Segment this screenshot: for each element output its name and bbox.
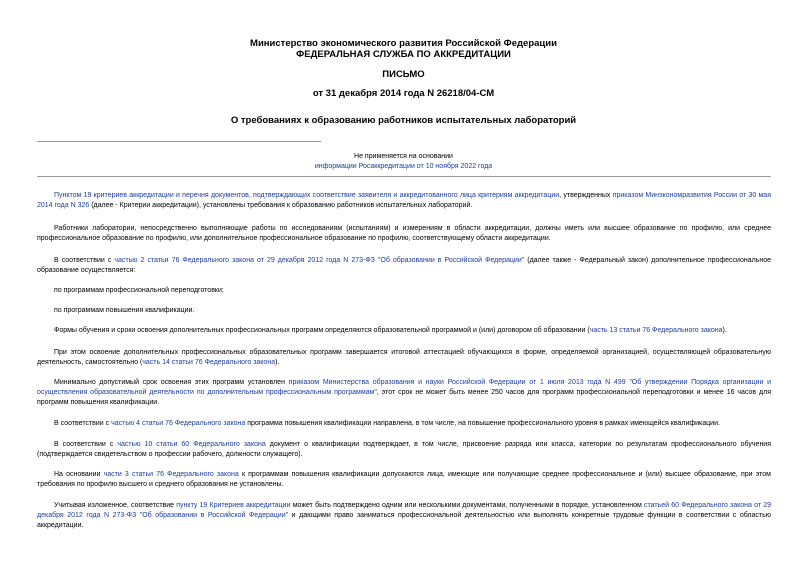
article-76-part-14-link[interactable]: часть 14 статьи 76 Федерального закона	[142, 359, 276, 367]
article-76-part-3-link[interactable]: части 3 статьи 76 Федерального закона	[103, 471, 239, 478]
paragraph-9	[37, 419, 771, 429]
divider-long	[37, 176, 771, 177]
paragraph-3-text-b: (далее также - Федеральный закон) дополнительное профессиональное образование осуществляется:	[37, 257, 771, 275]
paragraph-10-text-a: В соответствии с	[54, 441, 118, 448]
criteria-link[interactable]: Пунктом 19 критериев аккредитации и перечня документов, подтверждающих соответствие заявителя и аккредитованного лица критериям аккредитации	[54, 192, 560, 199]
document-type: ПИСЬМО	[382, 69, 425, 80]
paragraph-11-text-a: На основании	[54, 471, 104, 478]
paragraph-8-text-a: Минимально допустимый срок освоения этих программ установлен	[54, 379, 289, 386]
document-subject: О требованиях к образованию работников испытательных лабораторий	[230, 115, 577, 126]
article-76-part-4-link[interactable]: частью 4 статьи 76 Федерального закона	[111, 420, 246, 427]
paragraph-3	[37, 256, 771, 276]
paragraph-11-text-b: к программам повышения квалификации допускаются лица, имеющие или получающие среднее профессиональное и (или) высшее образование, при этом требования по профилю высшего и среднего образования не установлены.	[37, 471, 771, 489]
paragraph-8	[37, 378, 771, 409]
paragraph-7-text-a: При этом освоение дополнительных профессиональных образовательных программ завершается итоговой аттестацией обучающихся в форме, определяемой организацией, осуществляющей образовательную деятельность, самостоятельно (	[37, 349, 771, 367]
status-note-line	[0, 162, 807, 172]
paragraph-12-text-b: может быть подтверждено одним или несколькими документами, полученными в порядке, установленном	[290, 502, 645, 509]
paragraph-7	[37, 348, 771, 368]
list-item-retraining: по программам профессиональной переподготовки;	[54, 287, 224, 294]
paragraph-1-text-b: (далее - Критерии аккредитации), установлены требования к образованию работников испытательных лабораторий.	[89, 202, 473, 210]
document-date-number: от 31 декабря 2014 года N 26218/04-СМ	[312, 88, 495, 99]
paragraph-6-text-a: Формы обучения и сроки освоения дополнительных профессиональных программ определяются образовательной программой и (или) договором об образовании (	[54, 327, 590, 334]
paragraph-7-text-b: ).	[275, 359, 280, 367]
paragraph-2: Работники лаборатории, непосредственно выполняющие работы по исследованиям (испытаниям) и измерениям в области аккредитации, должны иметь или высшее образование по профилю, или среднее профессиональное образование по профилю, или дополнительное профессиональное образование по профилю, соответствующему области аккредитации.	[37, 225, 771, 243]
article-60-law-273-link[interactable]: статьей 60 Федерального закона от 29 декабря 2012 года N 273-ФЗ "Об образовании в Российской Федерации"	[37, 502, 772, 520]
paragraph-1-text-a: , утвержденных	[559, 192, 613, 199]
paragraph-9-text-b: программа повышения квалификации направлена, в том числе, на повышение профессионального уровня в рамках имеющейся квалификации.	[245, 420, 720, 427]
article-76-part-13-link[interactable]: часть 13 статьи 76 Федерального закона	[589, 327, 723, 334]
status-note-text: Не применяется на основании	[354, 153, 453, 160]
paragraph-12-text-a: Учитывая изложенное, соответствие	[54, 502, 177, 509]
criteria-item-19-link[interactable]: пункту 19 Критериев аккредитации	[176, 502, 291, 509]
paragraph-10	[37, 440, 771, 460]
paragraph-10-text-b: документ о квалификации подтверждает, в том числе, присвоение разряда или класса, категории по результатам профессионального обучения (подтверждается свидетельством о профессии рабочего, должности служащего).	[37, 441, 772, 459]
paragraph-12-text-c: и дающими право заниматься профессиональной деятельностью или выполнять конкретные трудовые функции в соответствии с областью аккредитации.	[37, 512, 771, 530]
paragraph-9-text-a: В соответствии с	[54, 420, 112, 427]
list-item-qualification: по программам повышения квалификации.	[54, 307, 195, 314]
paragraph-11	[37, 470, 771, 490]
paragraph-1	[37, 191, 771, 211]
status-note-link[interactable]: информации Росаккредитации от 10 ноября 2022 года	[314, 163, 493, 170]
order-499-link[interactable]: приказом Министерства образования и науки Российской Федерации от 1 июля 2013 года N 499 "Об утверждении Порядка организации и осуществления образовательной деятельности по дополнительным профессиональным программам"	[37, 379, 771, 397]
paragraph-3-text-a: В соответствии с	[54, 257, 115, 264]
paragraph-6-text-b: ).	[722, 327, 727, 334]
paragraph-8-text-b: , этот срок не может быть менее 250 часов для программ профессиональной переподготовки и менее 16 часов для программ повышения квалификации.	[37, 389, 771, 407]
law-273-article-76-part-2-link[interactable]: частью 2 статьи 76 Федерального закона от 29 декабря 2012 года N 273-ФЗ "Об образовании в Российской Федерации"	[114, 257, 525, 264]
paragraph-12	[37, 501, 771, 532]
order-326-link[interactable]: приказом Минэкономразвития России от 30 мая 2014 года N 326	[37, 192, 771, 210]
article-60-part-10-link[interactable]: частью 10 статьи 60 Федерального закона	[117, 441, 266, 448]
service-title: ФЕДЕРАЛЬНАЯ СЛУЖБА ПО АККРЕДИТАЦИИ	[296, 49, 511, 60]
paragraph-6	[37, 326, 771, 336]
ministry-title: Министерство экономического развития Российской Федерации	[250, 38, 557, 49]
divider-short	[37, 141, 321, 142]
